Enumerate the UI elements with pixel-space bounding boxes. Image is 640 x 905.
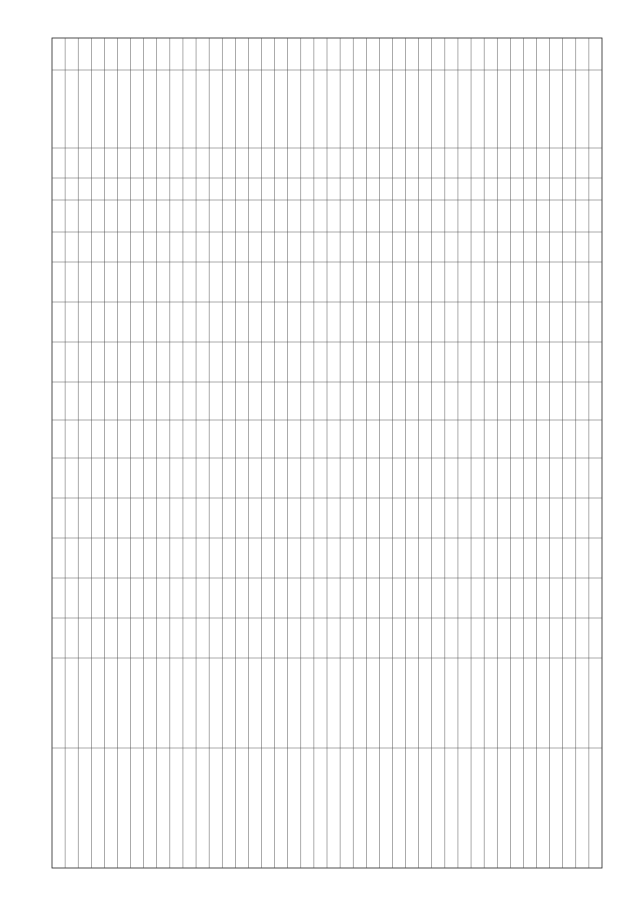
table-grid — [52, 38, 602, 868]
